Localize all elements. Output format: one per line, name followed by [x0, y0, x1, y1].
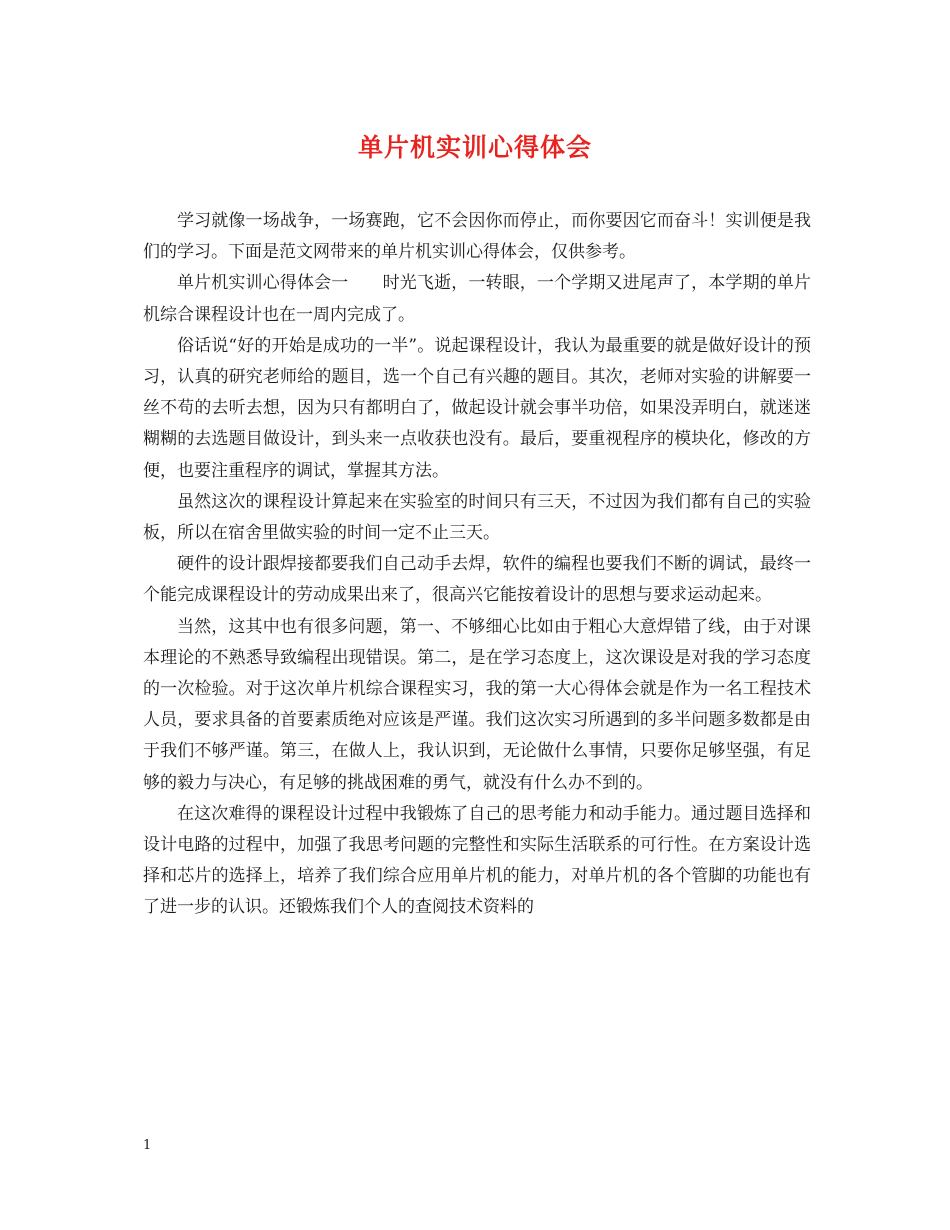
- paragraph-intro: 学习就像一场战争，一场赛跑，它不会因你而停止，而你要因它而奋斗！实训便是我们的学习。下面是范文网带来的单片机实训心得体会，仅供参考。: [143, 211, 811, 263]
- paragraph-lab-time: 虽然这次的课程设计算起来在实验室的时间只有三天，不过因为我们都有自己的实验板，所以在宿舍里做实验的时间一定不止三天。: [143, 491, 811, 544]
- document-body: [143, 206, 811, 924]
- document-title: 单片机实训心得体会: [357, 133, 592, 162]
- paragraph-hardware: 硬件的设计跟焊接都要我们自己动手去焊，软件的编程也要我们不断的调试，最终一个能完成课程设计的劳动成果出来了，很高兴它能按着设计的思想与要求运动起来。: [143, 554, 811, 606]
- page-number: 1: [143, 1138, 152, 1153]
- paragraph-problems: 当然，这其中也有很多问题，第一、不够细心比如由于粗心大意焊错了线，由于对课本理论的不熟悉导致编程出现错误。第二，是在学习态度上，这次课设是对我的学习态度的一次检验。对于这次单片机综合课程实习，我的第一大心得体会就是作为一名工程技术人员，要求具备的首要素质绝对应该是严谨。我们这次实习所遇到的多半问题多数都是由于我们不够严谨。第三，在做人上，我认识到，无论做什么事情，只要你足够坚强，有足够的毅力与决心，有足够的挑战困难的勇气，就没有什么办不到的。: [143, 616, 811, 793]
- paragraph-section-one: 单片机实训心得体会一 时光飞逝，一转眼，一个学期又进尾声了，本学期的单片机综合课程设计也在一周内完成了。: [143, 273, 811, 325]
- paragraph-preparation: 俗话说“好的开始是成功的一半”。说起课程设计，我认为最重要的就是做好设计的预习，认真的研究老师给的题目，选一个自己有兴趣的题目。其次，老师对实验的讲解要一丝不苟的去听去想，因为只有都明白了，做起设计就会事半功倍，如果没弄明白，就迷迷糊糊的去选题目做设计，到头来一点收获也没有。最后，要重视程序的模块化，修改的方便，也要注重程序的调试，掌握其方法。: [143, 335, 811, 481]
- paragraph-skills: 在这次难得的课程设计过程中我锻炼了自己的思考能力和动手能力。通过题目选择和设计电路的过程中，加强了我思考问题的完整性和实际生活联系的可行性。在方案设计选择和芯片的选择上，培养了我们综合应用单片机的能力，对单片机的各个管脚的功能也有了进一步的认识。还锻炼我们个人的查阅技术资料的: [143, 803, 811, 918]
